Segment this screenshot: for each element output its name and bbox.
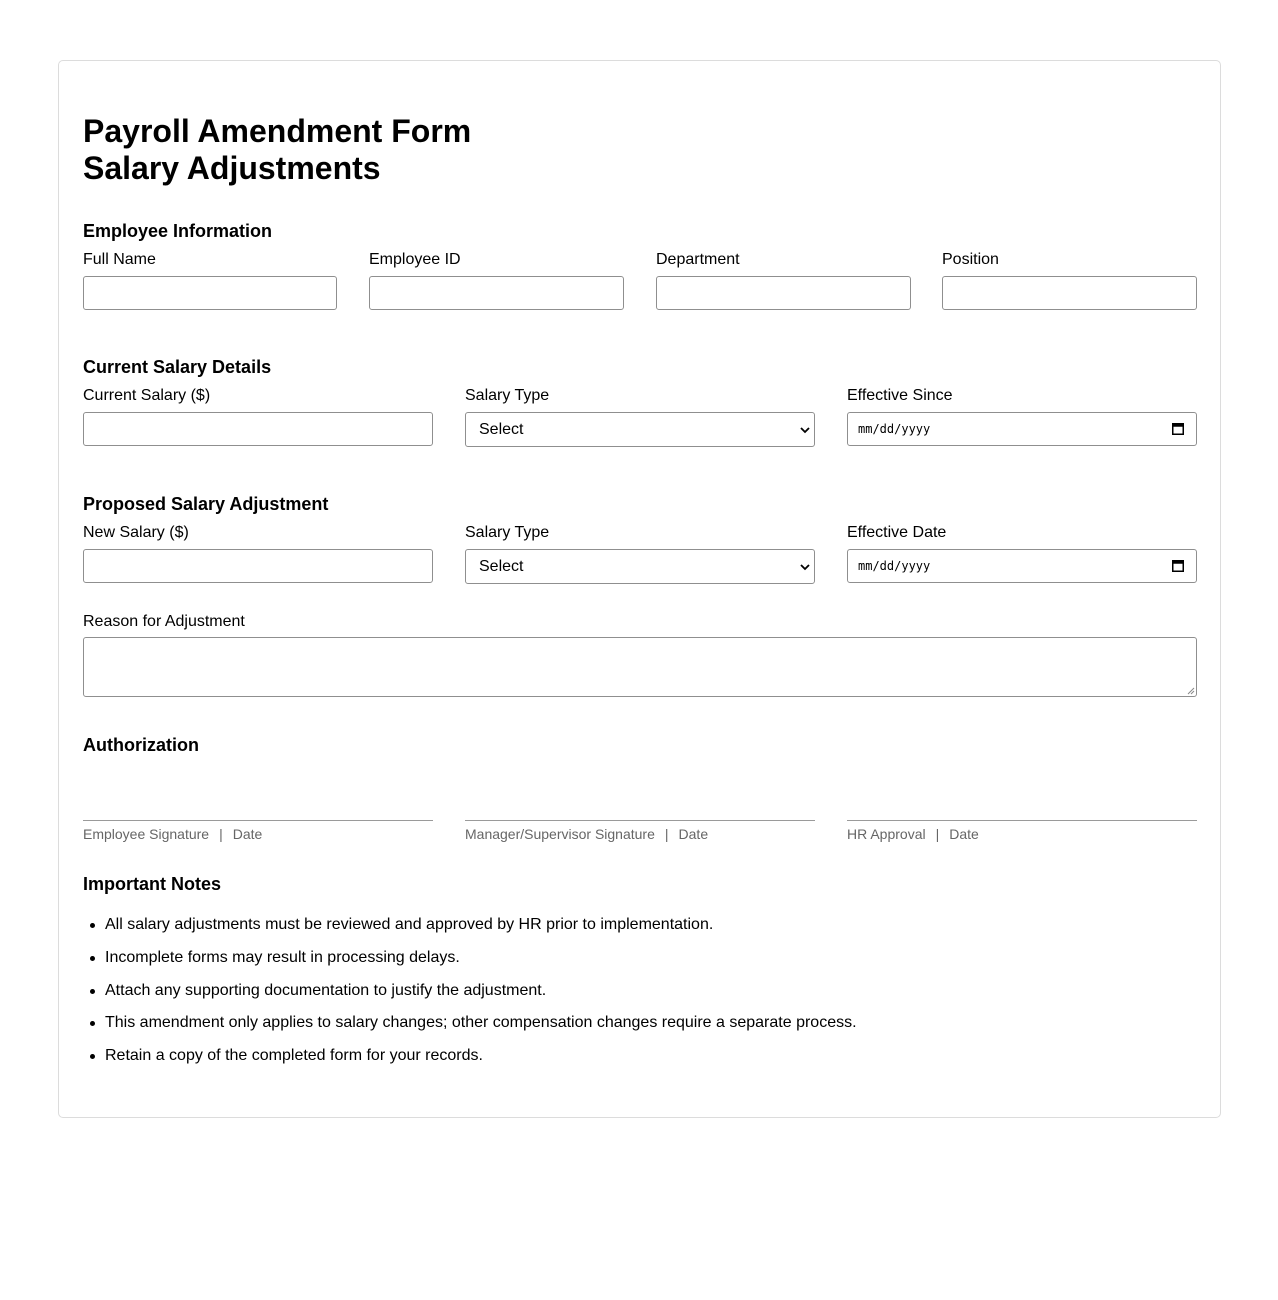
effective-date-placeholder: mm/dd/yyyy	[858, 559, 931, 573]
employee-id-field	[369, 250, 624, 310]
signature-line	[83, 820, 433, 821]
new-salary-label: New Salary ($)	[83, 524, 189, 541]
current-salary-field	[83, 386, 433, 446]
hr-approval-date-label: Date	[949, 826, 979, 842]
note-text: Attach any supporting documentation to justify the adjustment.	[105, 981, 547, 999]
signature-line	[847, 820, 1197, 821]
caption-separator: |	[219, 826, 223, 842]
note-text: Retain a copy of the completed form for your records.	[105, 1047, 483, 1064]
caption-separator: |	[935, 826, 940, 842]
manager-signature-date-label: Date	[678, 826, 709, 842]
hr-approval-label: HR Approval	[847, 826, 926, 842]
bullet-icon	[90, 1054, 95, 1059]
current-salary-heading: Current Salary Details	[83, 357, 272, 377]
new-salary-type-label: Salary Type	[465, 524, 550, 541]
effective-date-input[interactable]	[847, 549, 1197, 583]
position-input[interactable]	[942, 276, 1197, 310]
caption-separator: |	[664, 826, 669, 842]
current-salary-type-label: Salary Type	[465, 387, 550, 404]
new-salary-type-select[interactable]	[465, 549, 815, 584]
new-salary-type-value: Select	[479, 558, 524, 575]
list-item	[83, 915, 1183, 935]
page-title	[83, 113, 471, 187]
full-name-field	[83, 250, 337, 310]
effective-date-label: Effective Date	[847, 524, 947, 541]
bullet-icon	[90, 956, 95, 961]
bullet-icon	[90, 1021, 95, 1026]
new-salary-input[interactable]	[83, 549, 433, 583]
effective-date-field	[847, 523, 1197, 583]
bullet-icon	[90, 989, 95, 994]
form-card	[58, 60, 1221, 1118]
proposed-salary-heading: Proposed Salary Adjustment	[83, 494, 329, 514]
chevron-down-icon	[799, 561, 811, 573]
calendar-icon[interactable]	[1172, 422, 1184, 435]
note-text: All salary adjustments must be reviewed and approved by HR prior to implementation.	[105, 916, 714, 933]
employee-signature-date-label: Date	[232, 826, 263, 842]
notes-heading: Important Notes	[83, 874, 222, 894]
employee-signature-block	[83, 820, 433, 843]
title-line-1: Payroll Amendment Form	[83, 113, 472, 149]
note-text: This amendment only applies to salary changes; other compensation changes require a separate process.	[105, 1014, 857, 1032]
effective-since-field	[847, 386, 1197, 446]
position-field	[942, 250, 1197, 310]
signature-line	[465, 820, 815, 821]
new-salary-type-field	[465, 523, 815, 584]
reason-textarea[interactable]	[83, 637, 1197, 697]
current-salary-input[interactable]	[83, 412, 433, 446]
department-label: Department	[656, 251, 740, 268]
note-text: Incomplete forms may result in processing delays.	[105, 948, 460, 966]
full-name-input[interactable]	[83, 276, 337, 310]
position-label: Position	[942, 251, 999, 268]
resize-grip-icon[interactable]	[1186, 686, 1195, 695]
hr-approval-block	[847, 820, 1197, 843]
calendar-icon[interactable]	[1172, 559, 1184, 572]
list-item	[83, 1013, 1183, 1033]
notes-list	[83, 915, 1183, 1079]
list-item	[83, 981, 1183, 1001]
full-name-label: Full Name	[83, 251, 156, 268]
bullet-icon	[90, 923, 95, 928]
employee-id-input[interactable]	[369, 276, 624, 310]
authorization-heading: Authorization	[83, 735, 199, 755]
current-salary-type-value: Select	[479, 421, 524, 438]
list-item	[83, 948, 1183, 968]
department-input[interactable]	[656, 276, 911, 310]
current-salary-type-field	[465, 386, 815, 447]
employee-id-label: Employee ID	[369, 251, 461, 268]
effective-since-label: Effective Since	[847, 387, 953, 404]
employee-info-heading: Employee Information	[83, 221, 273, 241]
employee-signature-label: Employee Signature	[83, 826, 210, 842]
current-salary-label: Current Salary ($)	[83, 387, 211, 404]
manager-signature-label: Manager/Supervisor Signature	[465, 826, 655, 842]
current-salary-type-select[interactable]	[465, 412, 815, 447]
reason-label: Reason for Adjustment	[83, 613, 245, 630]
chevron-down-icon	[799, 424, 811, 436]
list-item	[83, 1046, 1183, 1066]
effective-since-placeholder: mm/dd/yyyy	[858, 422, 931, 436]
new-salary-field	[83, 523, 433, 583]
effective-since-date-input[interactable]	[847, 412, 1197, 446]
manager-signature-block	[465, 820, 815, 843]
department-field	[656, 250, 911, 310]
title-line-2: Salary Adjustments	[83, 150, 381, 186]
